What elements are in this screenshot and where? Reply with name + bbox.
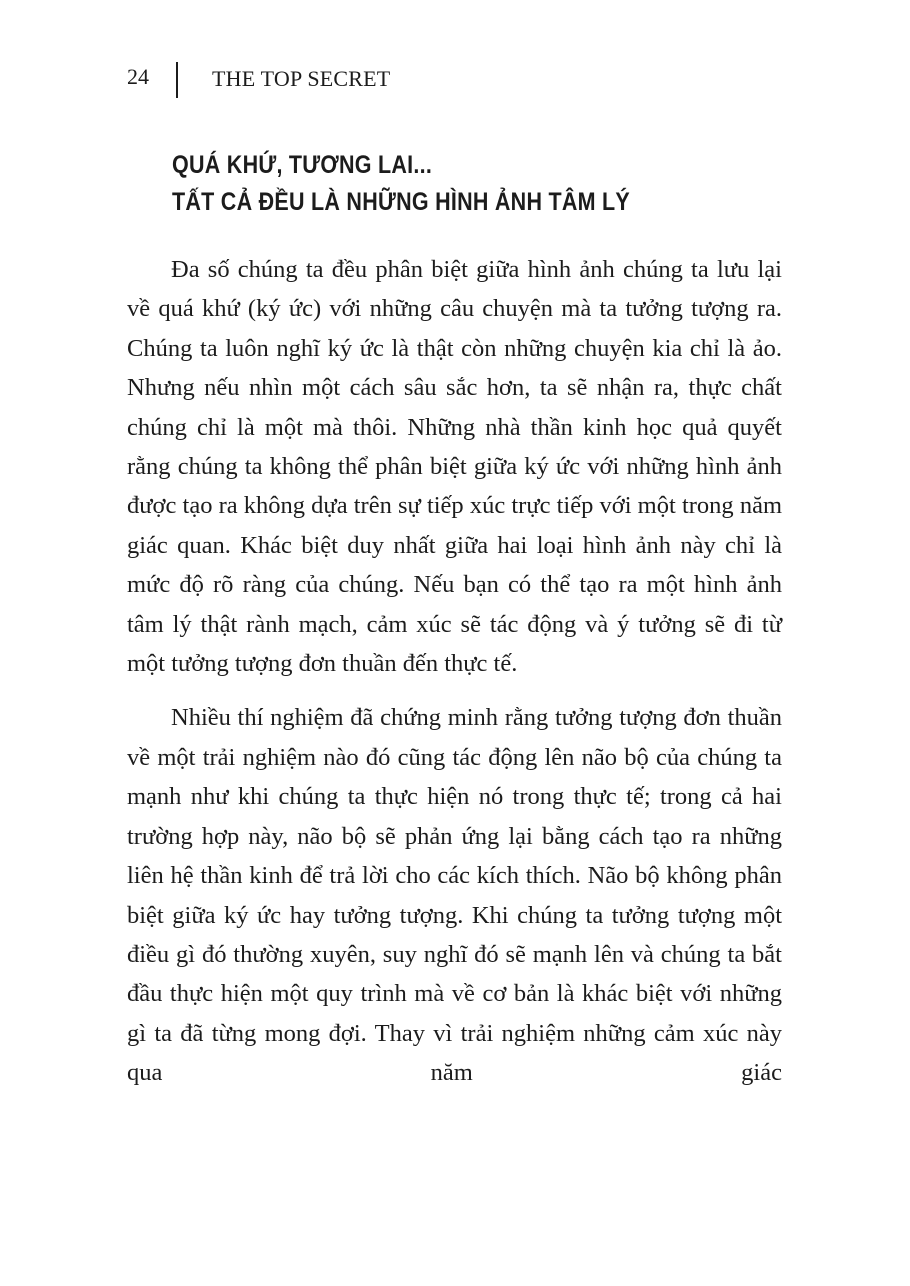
paragraph: Nhiều thí nghiệm đã chứng minh rằng tưởng tượng đơn thuần về một trải nghiệm nào đó cũng tác động lên não bộ của chúng ta mạnh như khi chúng ta thực hiện nó trong thực tế; trong cả hai trường hợp này, não bộ sẽ phản ứng lại bằng cách tạo ra những liên hệ thần kinh để trả lời cho các kích thích. Não bộ không phân biệt giữa ký ức hay tưởng tượng. Khi chúng ta tưởng tượng một điều gì đó thường xuyên, suy nghĩ đó sẽ mạnh lên và chúng ta bắt đầu thực hiện một quy trình mà về cơ bản là khác biệt với những gì ta đã từng mong đợi. Thay vì trải nghiệm những cảm xúc này qua năm giác	[127, 704, 782, 1087]
book-title: THE TOP SECRET	[212, 66, 391, 91]
section-heading	[172, 147, 630, 221]
section-heading-line-1: QUÁ KHỨ, TƯƠNG LAI...	[172, 151, 433, 179]
section-heading-line-2: TẤT CẢ ĐỀU LÀ NHỮNG HÌNH ẢNH TÂM LÝ	[172, 188, 631, 216]
page-number: 24	[127, 64, 149, 89]
header-divider	[176, 62, 178, 98]
running-header	[127, 62, 390, 102]
paragraph: Đa số chúng ta đều phân biệt giữa hình ảnh chúng ta lưu lại về quá khứ (ký ức) với những câu chuyện mà ta tưởng tượng ra. Chúng ta luôn nghĩ ký ức là thật còn những chuyện kia chỉ là ảo. Nhưng nếu nhìn một cách sâu sắc hơn, ta sẽ nhận ra, thực chất chúng chỉ là một mà thôi. Những nhà thần kinh học quả quyết rằng chúng ta không thể phân biệt giữa ký ức với những hình ảnh được tạo ra không dựa trên sự tiếp xúc trực tiếp với một trong năm giác quan. Khác biệt duy nhất giữa hai loại hình ảnh này chỉ là mức độ rõ ràng của chúng. Nếu bạn có thể tạo ra một hình ảnh tâm lý thật rành mạch, cảm xúc sẽ tác động và ý tưởng sẽ đi từ một tưởng tượng đơn thuần đến thực tế.	[127, 256, 782, 678]
body-text	[127, 250, 782, 1093]
